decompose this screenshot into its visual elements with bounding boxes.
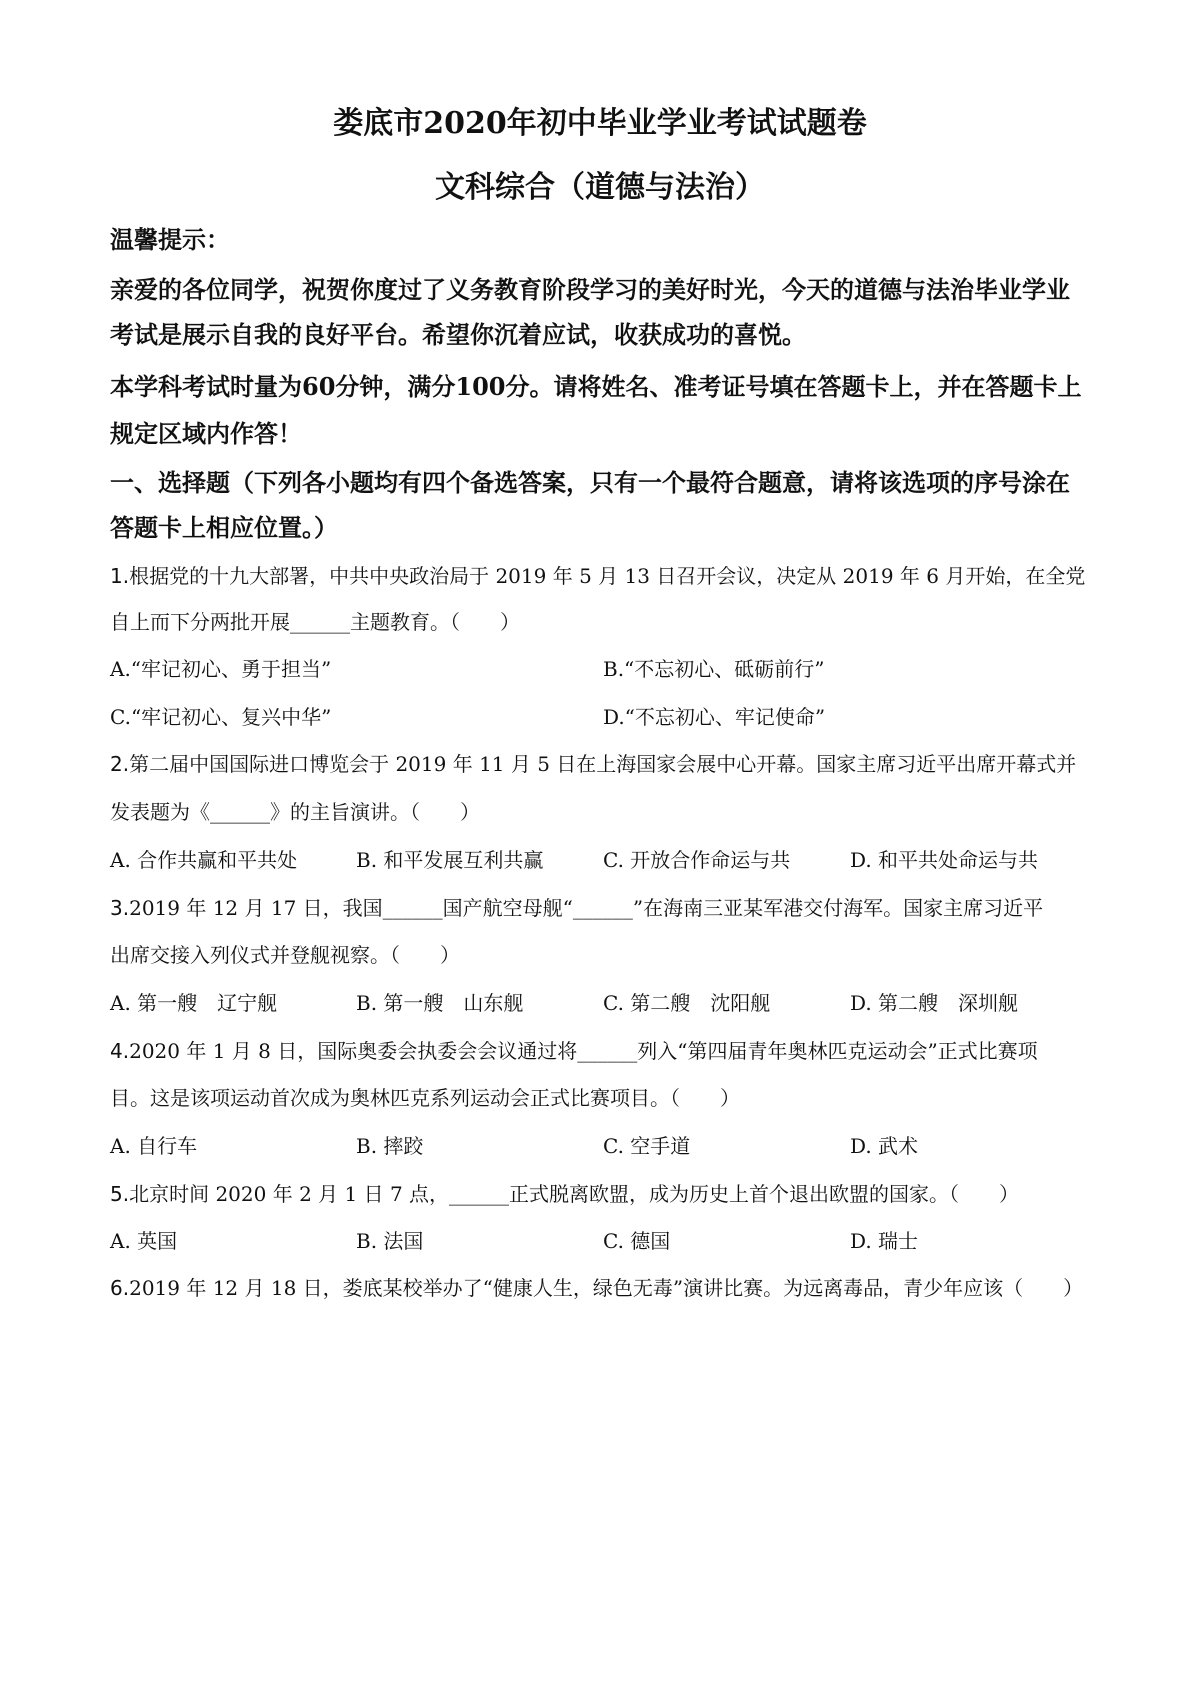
question-2-line-1 bbox=[110, 749, 1100, 779]
notice-line-3: 本学科考试时量为60分钟，满分100分。请将姓名、准考证号填在答题卡上，并在答题卡上 bbox=[110, 372, 1082, 401]
question-4-line-1 bbox=[110, 1036, 1100, 1066]
question-text: 2020 年 1 月 8 日，国际奥委会执委会会议通过将______列入“第四届青年奥林匹克运动会”正式比赛项 bbox=[129, 1039, 1038, 1063]
question-text: 2019 年 12 月 17 日，我国______国产航空母舰“______”在海南三亚某军港交付海军。国家主席习近平 bbox=[129, 896, 1044, 920]
question-1-option-a: A.“牢记初心、勇于担当” bbox=[110, 657, 332, 681]
question-4-option-b: B. 摔跤 bbox=[356, 1134, 424, 1158]
question-number: 5. bbox=[110, 1182, 130, 1206]
section-heading-line-1: 一、选择题（下列各小题均有四个备选答案，只有一个最符合题意，请将该选项的序号涂在 bbox=[110, 468, 1070, 497]
question-number: 2. bbox=[110, 752, 130, 776]
page-title: 娄底市2020年初中毕业学业考试试题卷 bbox=[333, 106, 867, 141]
question-number: 1. bbox=[110, 564, 130, 588]
question-number: 6. bbox=[110, 1276, 130, 1300]
question-5-option-b: B. 法国 bbox=[356, 1229, 424, 1253]
notice-heading: 温馨提示： bbox=[110, 225, 230, 254]
question-3-line-1 bbox=[110, 893, 1100, 923]
question-2-option-a: A. 合作共赢和平共处 bbox=[110, 848, 298, 872]
question-number: 4. bbox=[110, 1039, 130, 1063]
question-6-line-1 bbox=[110, 1273, 1100, 1303]
question-1-line-1 bbox=[110, 561, 1100, 591]
notice-line-4: 规定区域内作答！ bbox=[110, 419, 302, 448]
question-2-option-d: D. 和平共处命运与共 bbox=[850, 848, 1039, 872]
question-5-option-d: D. 瑞士 bbox=[850, 1229, 919, 1253]
page-subtitle: 文科综合（道德与法治） bbox=[435, 170, 765, 205]
question-1-option-b: B.“不忘初心、砥砺前行” bbox=[603, 657, 825, 681]
question-1-option-c: C.“牢记初心、复兴中华” bbox=[110, 705, 332, 729]
question-3-option-c: C. 第二艘 沈阳舰 bbox=[603, 991, 771, 1015]
question-3-option-a: A. 第一艘 辽宁舰 bbox=[110, 991, 278, 1015]
question-3-option-d: D. 第二艘 深圳舰 bbox=[850, 991, 1019, 1015]
question-1-option-d: D.“不忘初心、牢记使命” bbox=[603, 705, 826, 729]
question-text: 第二届中国国际进口博览会于 2019 年 11 月 5 日在上海国家会展中心开幕。国家主席习近平出席开幕式并 bbox=[129, 752, 1077, 776]
notice-line-1: 亲爱的各位同学，祝贺你度过了义务教育阶段学习的美好时光，今天的道德与法治毕业学业 bbox=[110, 275, 1070, 304]
question-4-option-c: C. 空手道 bbox=[603, 1134, 691, 1158]
question-5-option-a: A. 英国 bbox=[110, 1229, 178, 1253]
question-3-option-b: B. 第一艘 山东舰 bbox=[356, 991, 524, 1015]
question-4-option-d: D. 武术 bbox=[850, 1134, 919, 1158]
question-2-option-c: C. 开放合作命运与共 bbox=[603, 848, 791, 872]
section-heading-line-2: 答题卡上相应位置。） bbox=[110, 513, 338, 542]
question-4-line-2: 目。这是该项运动首次成为奥林匹克系列运动会正式比赛项目。（ ） bbox=[110, 1086, 740, 1110]
question-2-option-b: B. 和平发展互利共赢 bbox=[356, 848, 544, 872]
question-3-line-2: 出席交接入列仪式并登舰视察。（ ） bbox=[110, 943, 460, 967]
question-1-line-2: 自上而下分两批开展______主题教育。（ ） bbox=[110, 610, 520, 634]
question-text: 北京时间 2020 年 2 月 1 日 7 点，______正式脱离欧盟，成为历史上首个退出欧盟的国家。（ ） bbox=[129, 1182, 1020, 1206]
question-number: 3. bbox=[110, 896, 130, 920]
question-text: 2019 年 12 月 18 日，娄底某校举办了“健康人生，绿色无毒”演讲比赛。为远离毒品，青少年应该（ ） bbox=[129, 1276, 1084, 1300]
question-text: 根据党的十九大部署，中共中央政治局于 2019 年 5 月 13 日召开会议，决定从 2019 年 6 月开始，在全党 bbox=[129, 564, 1086, 588]
question-2-line-2: 发表题为《______》的主旨演讲。（ ） bbox=[110, 800, 480, 824]
question-4-option-a: A. 自行车 bbox=[110, 1134, 198, 1158]
notice-line-2: 考试是展示自我的良好平台。希望你沉着应试，收获成功的喜悦。 bbox=[110, 320, 806, 349]
question-5-line-1 bbox=[110, 1179, 1100, 1209]
question-5-option-c: C. 德国 bbox=[603, 1229, 671, 1253]
